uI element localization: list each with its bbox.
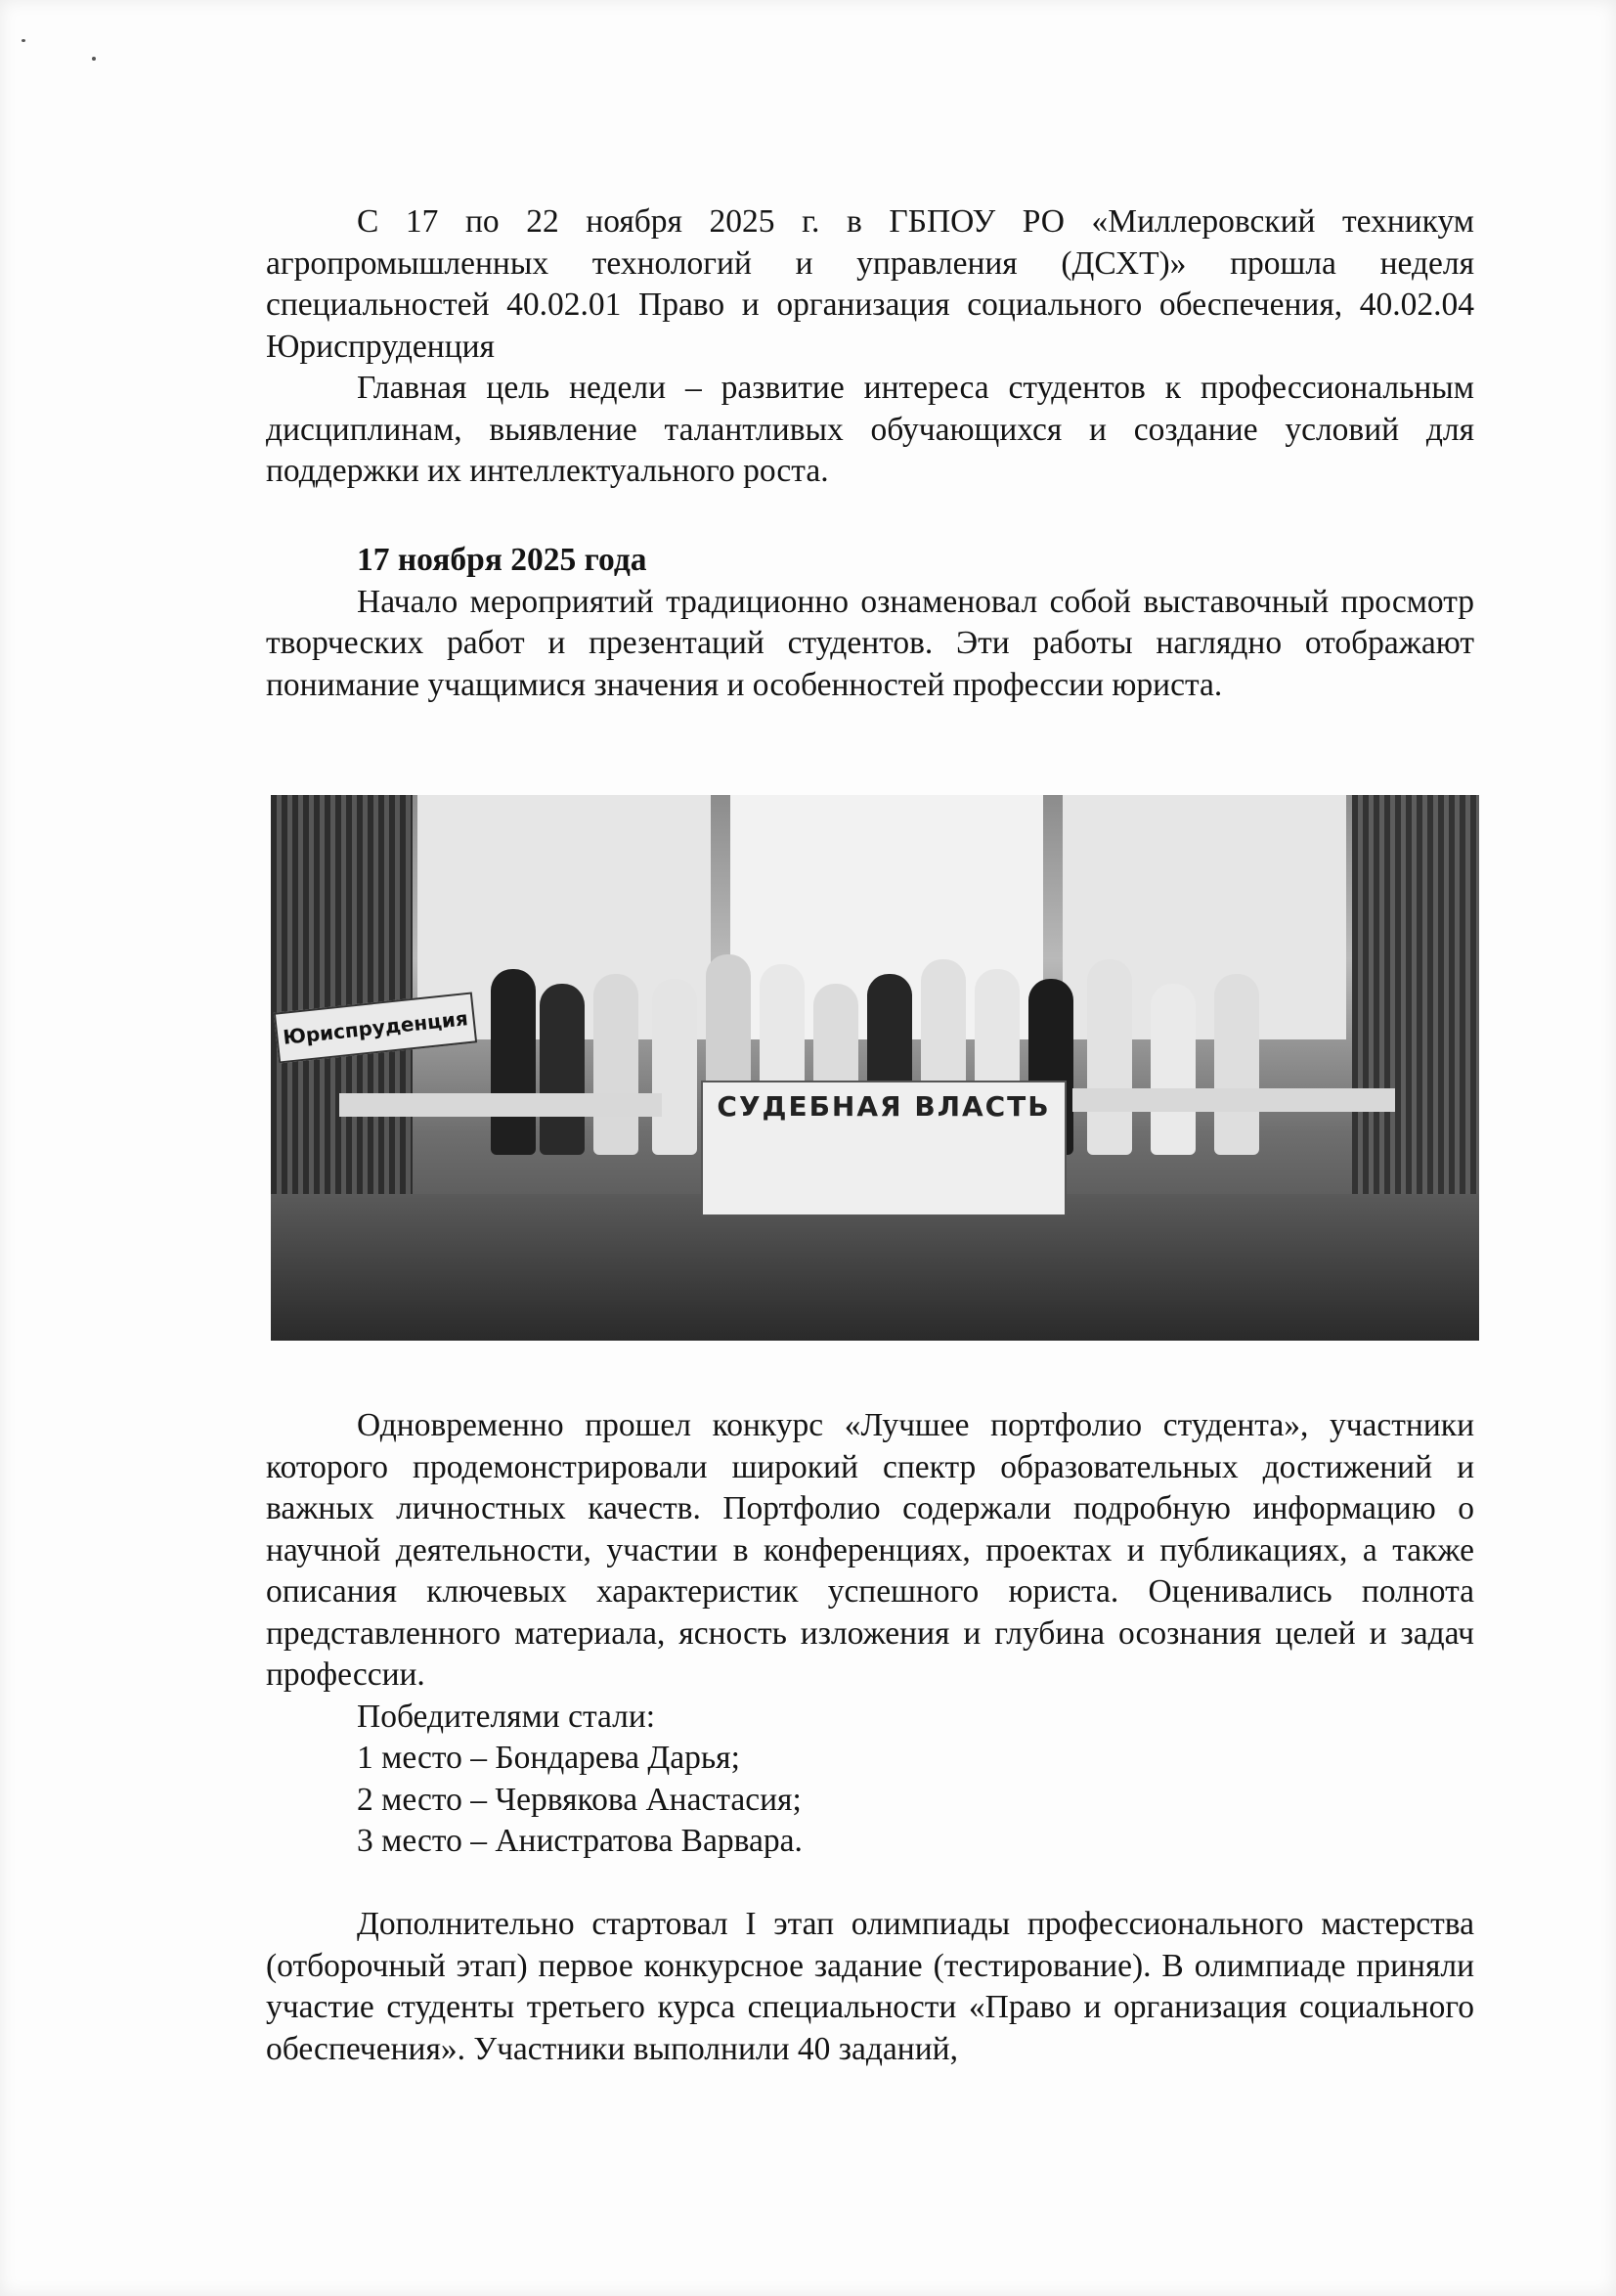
photo-person (1214, 974, 1259, 1155)
intro-section (266, 201, 1474, 493)
contest-paragraph: Одновременно прошел конкурс «Лучшее портфолио студента», участники которого продемонстрировали широкий спектр образовательных достижений и важных личностных качеств. Портфолио содержали подробную информацию о научной деятельности, участии в конференциях, проектах и публикациях, а также описания ключевых характеристик успешного юриста. Оценивались полнота представленного материала, ясность изложения и глубина осознания целей и задач профессии. (266, 1407, 1474, 1693)
intro-paragraph: С 17 по 22 ноября 2025 г. в ГБПОУ РО «Миллеровский техникум агропромышленных технологий и управления (ДСХТ)» прошла неделя специальностей 40.02.01 Право и организация социального обеспечения, 40.02.04 Юриспруденция (266, 203, 1474, 365)
photo-table (339, 1093, 662, 1117)
photo-person (1151, 984, 1196, 1155)
photo-person (491, 969, 536, 1155)
day1-heading: 17 ноября 2025 года (357, 542, 647, 578)
winner-item: 1 место – Бондарева Дарья; (357, 1740, 740, 1776)
day1-paragraph: Начало мероприятий традиционно ознаменовал собой выставочный просмотр творческих работ и презентаций студентов. Эти работы наглядно отображают понимание учащимися значения и особенностей профессии юриста. (266, 583, 1474, 703)
winner-item: 2 место – Червякова Анастасия; (357, 1781, 802, 1818)
photo-person (540, 984, 585, 1155)
poster-banner (701, 1081, 1067, 1216)
scan-speck (22, 39, 25, 42)
photo-person (1087, 959, 1132, 1155)
banner-label: СУДЕБНАЯ ВЛАСТЬ (717, 1090, 1051, 1123)
olympiad-paragraph: Дополнительно стартовал I этап олимпиады профессионального мастерства (отборочный этап) первое конкурсное задание (тестирование). В олимпиаде приняли участие студенты третьего курса специальности «Право и организация социального обеспечения». Участники выполнили 40 заданий, (266, 1906, 1474, 2067)
photo-person (652, 979, 697, 1155)
sign-label: Юриспруденция (282, 1006, 469, 1049)
photo-table (1072, 1088, 1395, 1112)
day1-section (266, 540, 1474, 706)
olympiad-section (266, 1904, 1474, 2070)
winner-item: 3 место – Анистратова Варвара. (357, 1823, 803, 1859)
contest-section (266, 1405, 1474, 1863)
event-photo (271, 795, 1479, 1341)
scan-speck (92, 57, 96, 61)
winners-intro: Победителями стали: (357, 1698, 656, 1735)
goal-paragraph: Главная цель недели – развитие интереса студентов к профессиональным дисциплинам, выявление талантливых обучающихся и создание условий для поддержки их интеллектуального роста. (266, 370, 1474, 489)
photo-person (593, 974, 638, 1155)
